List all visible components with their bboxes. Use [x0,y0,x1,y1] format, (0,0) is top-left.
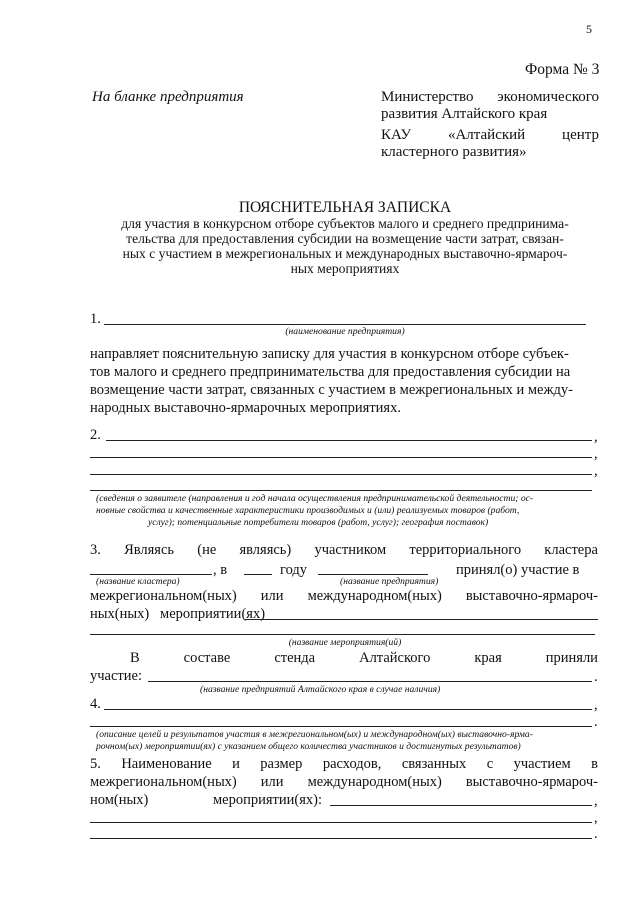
results-field[interactable] [90,726,592,727]
section-1-number: 1. [90,311,101,327]
section-2-number: 2. [90,427,101,443]
word: 5. [90,756,101,772]
stand-caption: (название предприятий Алтайского края в случае наличия) [200,684,441,695]
word: являясь) [239,542,292,558]
section-1-caption: (наименование предприятия) [285,326,405,337]
word: межрегиональном(ных) [90,774,237,790]
word: расходов, [322,756,382,772]
word: приняли [545,650,598,666]
participation-label: участие: [90,668,142,684]
section-4-caption: (описание целей и результатов участия в межрегиональном(ых) и международном(ых) выставочно-ярма- [96,729,533,740]
word: В [130,650,140,666]
subtitle-line: ных мероприятиях [290,261,400,276]
section-1-body-line: тов малого и среднего предпринимательства для предоставления субсидии на [90,364,571,380]
word: и [232,756,240,772]
kau-line-2: кластерного развития» [381,144,527,160]
word: ных(ных) мероприятии(ях) [90,606,266,622]
comma: , [594,793,598,809]
section-4-caption: рочном(ых) мероприятии(ях) с указанием общего количества участников и достигнутых результатов) [96,741,521,752]
word: 3. [90,542,101,558]
company-name-field[interactable] [104,324,586,325]
comma: , [594,446,598,462]
document-title: ПОЯСНИТЕЛЬНАЯ ЗАПИСКА [238,199,452,216]
caption-event: (название мероприятия(ий) [288,637,402,648]
word: выставочно-ярмароч- [465,588,598,604]
word: Алтайского [359,650,431,666]
comma: , [594,463,598,479]
participants-field[interactable] [148,681,592,682]
word: связанных [401,756,467,772]
section-2-caption: (сведения о заявителе (направления и год начала осуществления предпринимательской деятельности; ос- [96,493,534,504]
applicant-info-field[interactable] [90,457,592,458]
period: . [594,826,598,842]
word: Наименование [121,756,212,772]
comma-v: , в [213,562,228,578]
word: стенда [274,650,316,666]
letterhead-note: На бланке предприятия [92,89,244,105]
section-2-caption: новные свойства и качественные характеристики производимых и (или) реализуемых товаров (работ, [96,505,520,516]
kau-word: КАУ [381,127,412,143]
kau-word: центр [562,127,599,143]
word: выставочно-ярмароч- [465,774,598,790]
section-3-line-4 [90,605,265,623]
word: Являясь [124,542,175,558]
word: с [486,756,494,772]
company-name-field[interactable] [318,574,428,575]
word: территориального [409,542,522,558]
year-field[interactable] [244,574,272,575]
period: . [594,714,598,730]
word: размер [260,756,303,772]
word: участием [513,756,571,772]
expenses-field[interactable] [90,822,592,823]
subtitle-line: для участия в конкурсном отборе субъектов малого и среднего предпринима- [121,216,569,231]
word: или [260,774,284,790]
section-5-line-1 [90,755,598,773]
godu-text: году [280,562,308,578]
caption-company: (название предприятия) [340,576,439,587]
section-1-body-line: возмещение части затрат, связанных с участием в межрегиональных и между- [90,382,573,398]
comma: , [594,429,598,445]
section-4-number: 4. [90,696,101,712]
expenses-field[interactable] [90,838,592,839]
subtitle-line: тельства для предоставления субсидии на возмещение части затрат, связан- [126,231,564,246]
period: . [594,669,598,685]
word: края [474,650,502,666]
section-5-line-2 [90,773,598,791]
word: международном(ных) [307,588,442,604]
word: межрегиональном(ных) [90,588,237,604]
word: составе [183,650,231,666]
ministry-word: экономического [497,89,599,105]
expenses-field[interactable] [330,805,592,806]
kau-line-1 [381,126,599,144]
page-number: 5 [586,22,592,36]
section-1-body-line: народных выставочно-ярмарочных мероприятиях. [90,400,401,416]
ministry-line-2: развития Алтайского края [381,106,548,122]
prinyal-text: принял(о) участие в [456,562,580,578]
word: в [591,756,598,772]
word: (не [197,542,217,558]
section-1-body-line: направляет пояснительную записку для участия в конкурсном отборе субъек- [90,346,569,362]
word: или [260,588,284,604]
section-3-line-1 [90,541,598,559]
section-5-line-3a: ном(ных) [90,792,149,808]
comma: , [594,810,598,826]
stand-line-1 [130,649,598,667]
section-3-line-3 [90,587,598,605]
ministry-word: Министерство [381,89,474,105]
event-name-field[interactable] [90,634,595,635]
form-label: Форма № 3 [525,61,600,78]
kau-word: «Алтайский [447,127,526,143]
event-name-field[interactable] [245,619,598,620]
word: международном(ных) [307,774,442,790]
applicant-info-field[interactable] [90,474,592,475]
comma: , [594,697,598,713]
ministry-line-1 [381,88,599,106]
cluster-name-field[interactable] [90,574,212,575]
section-2-caption: услуг); потенциальные потребители товаров (работ, услуг); география поставок) [148,517,489,528]
applicant-info-field[interactable] [106,440,592,441]
section-5-line-3b: мероприятии(ях): [213,792,323,808]
word: участником [314,542,387,558]
subtitle-line: ных с участием в межрегиональных и международных выставочно-ярмароч- [122,246,568,261]
results-field[interactable] [104,709,592,710]
word: кластера [544,542,598,558]
caption-cluster: (название кластера) [96,576,180,587]
applicant-info-field[interactable] [90,490,592,491]
